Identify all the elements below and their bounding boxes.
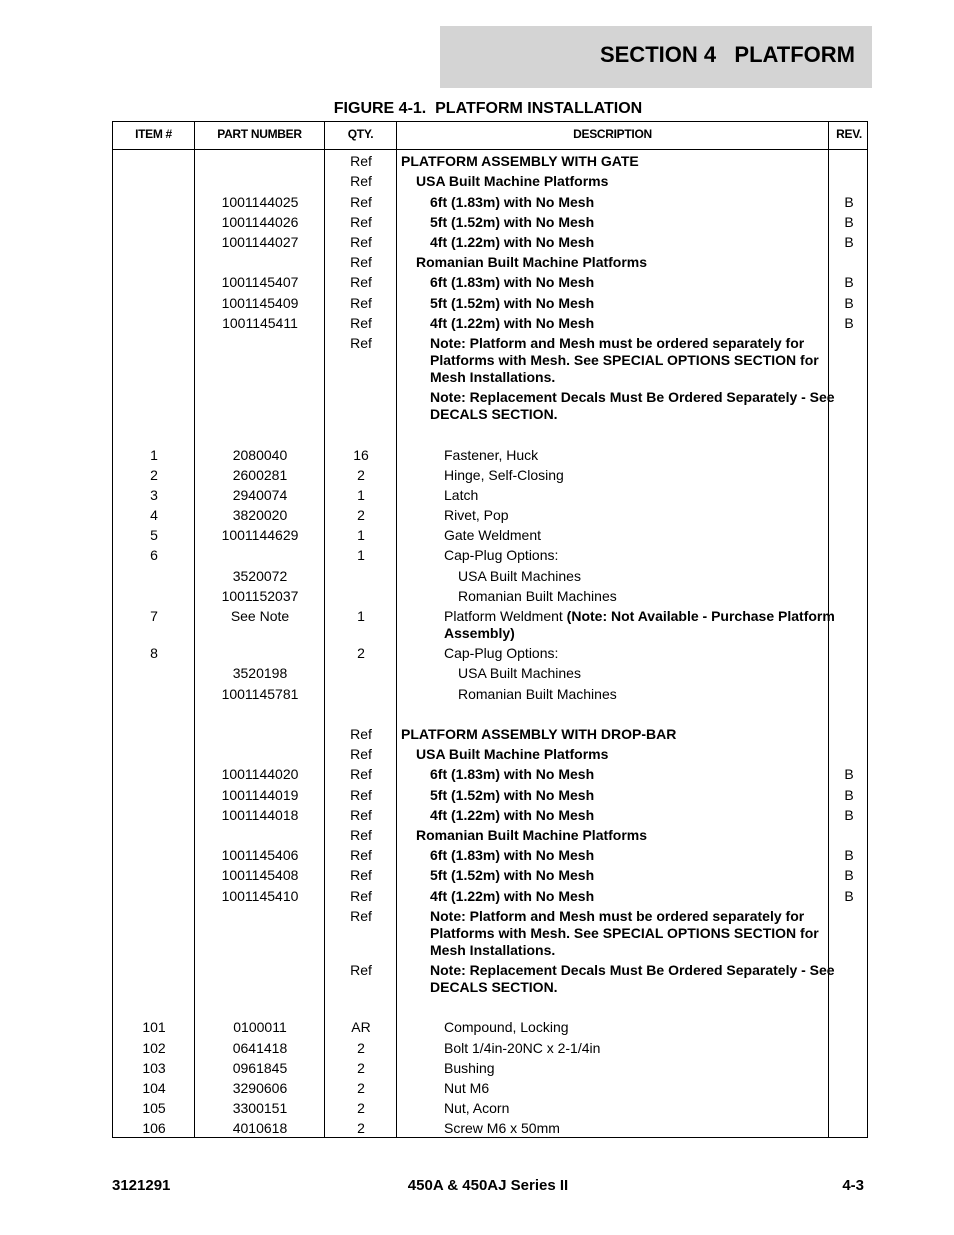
- part-number-cell: 3290606: [232, 1080, 288, 1097]
- description-cell: [430, 295, 852, 312]
- table-row: [113, 447, 867, 464]
- item-cell: 3: [150, 486, 158, 503]
- table-row: [113, 807, 867, 824]
- description-text: 4ft (1.22m) with No Mesh: [430, 314, 595, 331]
- part-number-cell: 1001145407: [221, 274, 299, 291]
- description-cell: [458, 665, 880, 682]
- table-row: [113, 888, 867, 905]
- description-text: 5ft (1.52m) with No Mesh: [430, 213, 595, 230]
- item-cell: 8: [150, 645, 158, 662]
- description-text: USA Built Machine Platforms: [416, 173, 609, 190]
- description-text: 6ft (1.83m) with No Mesh: [430, 193, 595, 210]
- qty-cell: Ref: [350, 887, 372, 904]
- header-rev: REV.: [836, 127, 862, 141]
- description-cell: [444, 1120, 866, 1137]
- rev-cell: B: [844, 847, 854, 864]
- table-row: [113, 1060, 867, 1077]
- part-number-cell: 3520198: [232, 665, 288, 682]
- description-cell: [430, 335, 852, 386]
- qty-cell: Ref: [350, 827, 372, 844]
- description-text: Bolt 1/4in-20NC x 2-1/4in: [444, 1039, 601, 1056]
- rev-cell: B: [844, 274, 854, 291]
- rev-cell: B: [844, 294, 854, 311]
- part-number-cell: 1001144018: [221, 806, 299, 823]
- description-cell: [444, 1100, 866, 1117]
- table-row: [113, 214, 867, 231]
- part-number-cell: 3820020: [232, 507, 288, 524]
- part-number-cell: 1001145406: [221, 847, 299, 864]
- qty-cell: Ref: [350, 847, 372, 864]
- qty-cell: 2: [357, 645, 365, 662]
- part-number-cell: 1001145408: [221, 867, 299, 884]
- description-cell: [444, 507, 866, 524]
- qty-cell: 1: [357, 486, 365, 503]
- description-text: 5ft (1.52m) with No Mesh: [430, 867, 595, 884]
- qty-cell: Ref: [350, 153, 372, 170]
- qty-cell: 1: [357, 527, 365, 544]
- table-row: [113, 1019, 867, 1036]
- description-text: Nut M6: [444, 1080, 490, 1097]
- table-row: [113, 746, 867, 763]
- header-part-number: PART NUMBER: [217, 127, 302, 141]
- table-row: [113, 194, 867, 211]
- description-text: Note: Platform and Mesh must be ordered separately for Platforms with Mesh. See SPECIAL OPTIONS SECTION for Mesh Installations.: [430, 907, 819, 958]
- description-text: 6ft (1.83m) with No Mesh: [430, 274, 595, 291]
- table-row: [113, 234, 867, 251]
- item-cell: 104: [142, 1080, 166, 1097]
- description-cell: [430, 962, 852, 996]
- description-text: Romanian Built Machines: [458, 587, 617, 604]
- part-number-cell: 1001144020: [221, 766, 299, 783]
- qty-cell: Ref: [350, 233, 372, 250]
- item-cell: 6: [150, 547, 158, 564]
- description-text: Bushing: [444, 1059, 495, 1076]
- table-row: [113, 1100, 867, 1117]
- table-row: [113, 295, 867, 312]
- description-text: 4ft (1.22m) with No Mesh: [430, 233, 595, 250]
- rev-cell: B: [844, 193, 854, 210]
- part-number-cell: 1001144019: [221, 786, 299, 803]
- qty-cell: Ref: [350, 961, 372, 978]
- description-text: Fastener, Huck: [444, 446, 539, 463]
- qty-cell: Ref: [350, 334, 372, 351]
- spacer-row: [113, 423, 867, 443]
- part-number-cell: 1001152037: [221, 587, 299, 604]
- qty-cell: Ref: [350, 314, 372, 331]
- item-cell: 5: [150, 527, 158, 544]
- description-text: PLATFORM ASSEMBLY WITH DROP-BAR: [401, 726, 677, 743]
- part-number-cell: 2080040: [232, 446, 288, 463]
- description-cell: [430, 888, 852, 905]
- qty-cell: Ref: [350, 726, 372, 743]
- part-number-cell: 1001144026: [221, 213, 299, 230]
- table-body: [113, 150, 867, 1137]
- table-row: [113, 153, 867, 170]
- table-row: [113, 1120, 867, 1137]
- description-text: USA Built Machines: [458, 665, 581, 682]
- spacer-row: [113, 703, 867, 723]
- table-row: [113, 867, 867, 884]
- table-row: [113, 254, 867, 271]
- description-cell: [430, 315, 852, 332]
- table-row: [113, 274, 867, 291]
- description-cell: [444, 608, 866, 642]
- description-text: 6ft (1.83m) with No Mesh: [430, 766, 595, 783]
- description-cell: [430, 234, 852, 251]
- description-text: 5ft (1.52m) with No Mesh: [430, 786, 595, 803]
- table-row: [113, 1080, 867, 1097]
- description-text: 4ft (1.22m) with No Mesh: [430, 887, 595, 904]
- qty-cell: 2: [357, 1120, 365, 1137]
- part-number-cell: 2600281: [232, 466, 288, 483]
- description-text: USA Built Machine Platforms: [416, 746, 609, 763]
- description-cell: [444, 1080, 866, 1097]
- table-row: [113, 315, 867, 332]
- table-row: [113, 547, 867, 564]
- qty-cell: Ref: [350, 786, 372, 803]
- description-cell: [444, 447, 866, 464]
- item-cell: 7: [150, 608, 158, 625]
- qty-cell: 2: [357, 1059, 365, 1076]
- table-row: [113, 827, 867, 844]
- rev-cell: B: [844, 867, 854, 884]
- part-number-cell: 1001144025: [221, 193, 299, 210]
- table-row: [113, 507, 867, 524]
- description-text: 4ft (1.22m) with No Mesh: [430, 806, 595, 823]
- description-cell: [458, 686, 880, 703]
- part-number-cell: 4010618: [232, 1120, 288, 1137]
- description-text: Romanian Built Machine Platforms: [416, 254, 648, 271]
- description-note: (Note: Not Available - Purchase Platform Assembly): [444, 608, 835, 642]
- description-cell: [416, 254, 838, 271]
- table-row: [113, 608, 867, 642]
- part-number-cell: 0641418: [232, 1039, 288, 1056]
- part-number-cell: 1001145410: [221, 887, 299, 904]
- header-description: DESCRIPTION: [573, 127, 652, 141]
- table-row: [113, 645, 867, 662]
- qty-cell: Ref: [350, 766, 372, 783]
- part-number-cell: 3520072: [232, 567, 288, 584]
- qty-cell: 2: [357, 1080, 365, 1097]
- rev-cell: B: [844, 806, 854, 823]
- description-text: Note: Replacement Decals Must Be Ordered Separately - See DECALS SECTION.: [430, 961, 835, 995]
- description-text: Gate Weldment: [444, 527, 542, 544]
- description-text: 5ft (1.52m) with No Mesh: [430, 294, 595, 311]
- part-number-cell: 1001144027: [221, 233, 299, 250]
- description-text: Compound, Locking: [444, 1019, 569, 1036]
- qty-cell: AR: [351, 1019, 371, 1036]
- description-cell: [444, 487, 866, 504]
- part-number-cell: See Note: [230, 608, 290, 625]
- description-cell: [444, 1019, 866, 1036]
- description-cell: [444, 547, 866, 564]
- qty-cell: Ref: [350, 213, 372, 230]
- description-cell: [430, 194, 852, 211]
- qty-cell: Ref: [350, 294, 372, 311]
- part-number-cell: 1001144629: [221, 527, 299, 544]
- description-cell: [430, 389, 852, 423]
- description-text: USA Built Machines: [458, 567, 581, 584]
- description-cell: [430, 274, 852, 291]
- qty-cell: 2: [357, 1039, 365, 1056]
- table-row: [113, 467, 867, 484]
- qty-cell: 16: [353, 446, 369, 463]
- qty-cell: Ref: [350, 173, 372, 190]
- table-row: [113, 726, 867, 743]
- part-number-cell: 1001145411: [222, 314, 298, 331]
- spacer-row: [113, 996, 867, 1016]
- qty-cell: Ref: [350, 193, 372, 210]
- footer-model: 450A & 450AJ Series II: [407, 1177, 569, 1194]
- qty-cell: Ref: [350, 274, 372, 291]
- description-cell: [430, 807, 852, 824]
- description-cell: [444, 1060, 866, 1077]
- table-row: [113, 766, 867, 783]
- description-cell: [416, 746, 838, 763]
- description-text: Latch: [444, 486, 479, 503]
- description-text: Cap-Plug Options:: [444, 645, 559, 662]
- item-cell: 1: [150, 446, 158, 463]
- description-cell: [430, 867, 852, 884]
- table-row: [113, 665, 867, 682]
- description-text: Rivet, Pop: [444, 507, 509, 524]
- description-text: PLATFORM ASSEMBLY WITH GATE: [401, 153, 639, 170]
- description-cell: [430, 787, 852, 804]
- item-cell: 101: [142, 1019, 166, 1036]
- part-number-cell: 3300151: [232, 1100, 288, 1117]
- description-cell: [444, 527, 866, 544]
- section-title: SECTION 4 PLATFORM: [599, 42, 855, 67]
- description-cell: [444, 645, 866, 662]
- description-cell: [416, 827, 838, 844]
- table-row: [113, 335, 867, 386]
- qty-cell: 1: [357, 547, 365, 564]
- table-row: [113, 686, 867, 703]
- qty-cell: 2: [357, 1100, 365, 1117]
- rev-cell: B: [844, 314, 854, 331]
- table-row: [113, 527, 867, 544]
- description-cell: [401, 153, 823, 170]
- part-number-cell: 1001145781: [221, 685, 299, 702]
- item-cell: 102: [142, 1039, 166, 1056]
- description-text: Screw M6 x 50mm: [444, 1120, 560, 1137]
- description-text: Hinge, Self-Closing: [444, 466, 564, 483]
- qty-cell: 2: [357, 507, 365, 524]
- footer-doc-number: 3121291: [112, 1177, 171, 1194]
- rev-cell: B: [844, 786, 854, 803]
- table-row: [113, 787, 867, 804]
- footer-page-number: 4-3: [842, 1177, 864, 1194]
- part-number-cell: 0961845: [232, 1059, 288, 1076]
- description-cell: [458, 568, 880, 585]
- description-text: Nut, Acorn: [444, 1100, 510, 1117]
- figure-title: FIGURE 4-1. PLATFORM INSTALLATION: [333, 100, 643, 117]
- qty-cell: Ref: [350, 806, 372, 823]
- part-number-cell: 2940074: [232, 486, 288, 503]
- description-cell: [458, 588, 880, 605]
- header-item: ITEM #: [135, 127, 172, 141]
- table-row: [113, 962, 867, 996]
- table-row: [113, 389, 867, 423]
- description-text: Romanian Built Machines: [458, 685, 617, 702]
- item-cell: 2: [150, 466, 158, 483]
- item-cell: 103: [142, 1059, 166, 1076]
- description-cell: [416, 173, 838, 190]
- rev-cell: B: [844, 213, 854, 230]
- header-qty: QTY.: [347, 127, 374, 141]
- description-cell: [401, 726, 823, 743]
- item-cell: 105: [142, 1100, 166, 1117]
- table-row: [113, 173, 867, 190]
- part-number-cell: 1001145409: [221, 294, 299, 311]
- table-row: [113, 1040, 867, 1057]
- table-row: [113, 588, 867, 605]
- qty-cell: Ref: [350, 254, 372, 271]
- rev-cell: B: [844, 233, 854, 250]
- description-text: Note: Replacement Decals Must Be Ordered Separately - See DECALS SECTION.: [430, 389, 835, 423]
- description-text: Cap-Plug Options:: [444, 547, 559, 564]
- description-text: Romanian Built Machine Platforms: [416, 827, 648, 844]
- rev-cell: B: [844, 766, 854, 783]
- qty-cell: Ref: [350, 746, 372, 763]
- description-text: 6ft (1.83m) with No Mesh: [430, 847, 595, 864]
- qty-cell: 2: [357, 466, 365, 483]
- table-row: [113, 908, 867, 959]
- section-header: [440, 26, 872, 88]
- item-cell: 4: [150, 507, 158, 524]
- description-cell: [430, 766, 852, 783]
- item-cell: 106: [142, 1120, 166, 1137]
- table-row: [113, 568, 867, 585]
- description-cell: [444, 1040, 866, 1057]
- description-cell: [444, 467, 866, 484]
- description-cell: [430, 908, 852, 959]
- part-number-cell: 0100011: [233, 1019, 287, 1036]
- qty-cell: Ref: [350, 867, 372, 884]
- qty-cell: 1: [357, 608, 365, 625]
- table-row: [113, 487, 867, 504]
- description-text: Platform Weldment: [444, 608, 567, 625]
- parts-table: [112, 121, 868, 1138]
- qty-cell: Ref: [350, 907, 372, 924]
- description-cell: [430, 214, 852, 231]
- rev-cell: B: [844, 887, 854, 904]
- table-row: [113, 847, 867, 864]
- description-cell: [430, 847, 852, 864]
- description-text: Note: Platform and Mesh must be ordered separately for Platforms with Mesh. See SPECIAL OPTIONS SECTION for Mesh Installations.: [430, 334, 819, 385]
